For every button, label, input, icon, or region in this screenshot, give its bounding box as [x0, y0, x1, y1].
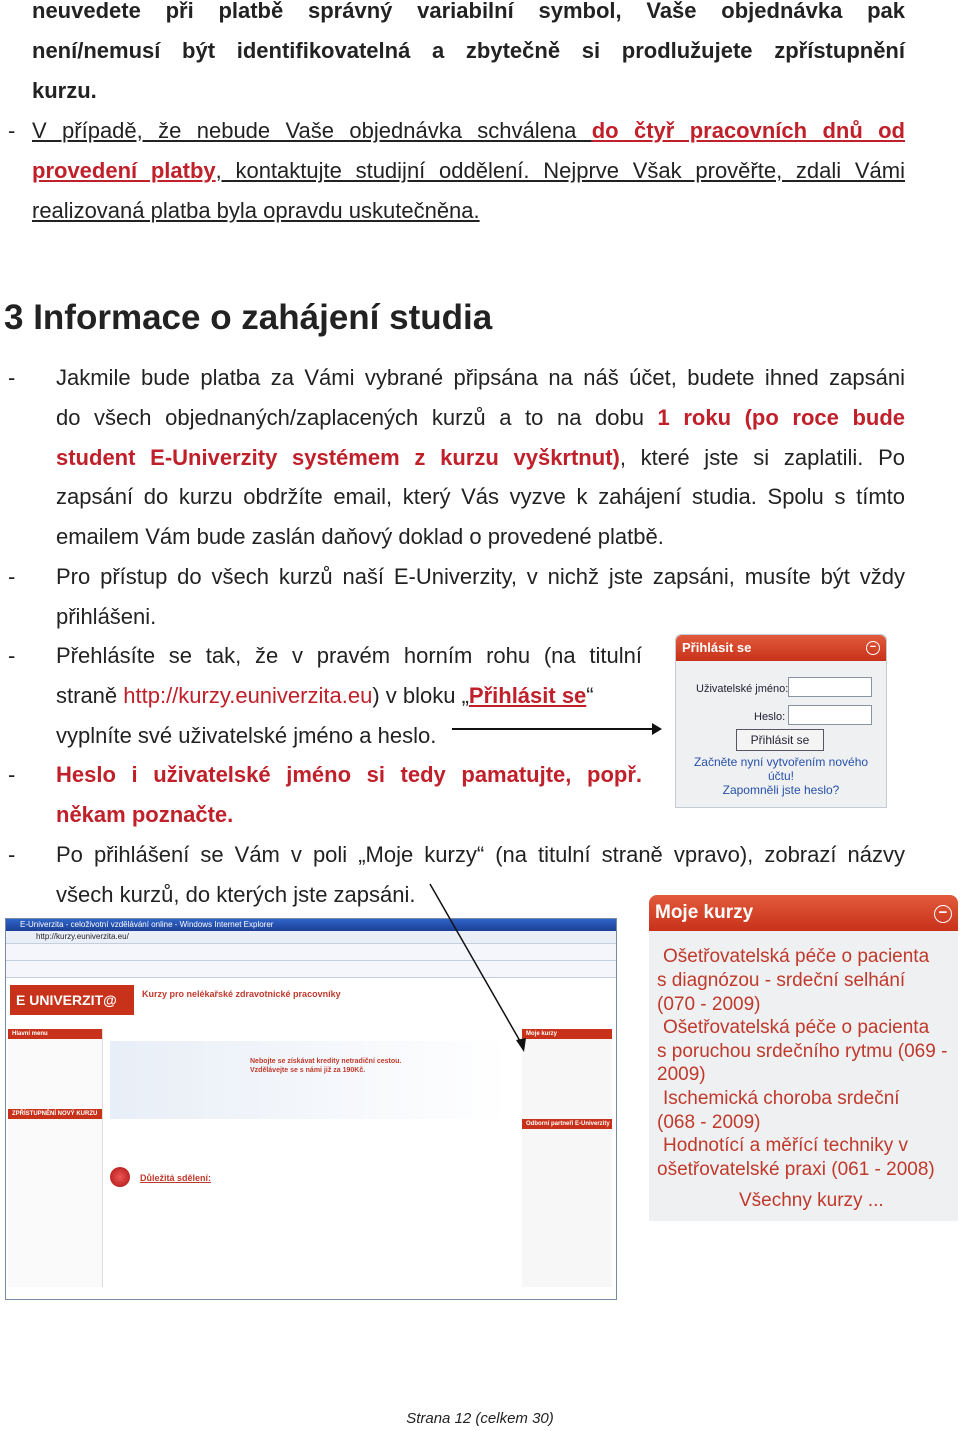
collapse-icon[interactable]: − — [934, 905, 952, 923]
course-link[interactable]: (070 - 2009) — [657, 994, 761, 1015]
site-link[interactable]: http://kurzy.euniverzita.eu — [123, 683, 373, 708]
menu-list — [8, 1039, 102, 1109]
text-line: provedení platby, kontaktujte studijní oddělení. Nejprve Však prověřte, zdali Vámi — [32, 158, 905, 183]
left-column — [8, 1029, 103, 1287]
course-link[interactable]: Ischemická choroba srdeční — [663, 1088, 900, 1109]
course-link[interactable]: Ošetřovatelská péče o pacienta — [663, 1017, 930, 1038]
main-menu-header: Hlavní menu — [8, 1029, 102, 1039]
eu-logo: E UNIVERZIT@ — [10, 985, 134, 1015]
login-block — [675, 634, 887, 808]
course-link[interactable]: (068 - 2009) — [657, 1112, 761, 1133]
text-line: Heslo i uživatelské jméno si tedy pamatujte, popř. — [56, 762, 642, 787]
bullet-dash: - — [8, 365, 16, 390]
browser-title: E-Univerzita - celoživotní vzdělávání online - Windows Internet Explorer — [6, 919, 616, 931]
bullet-dash: - — [8, 762, 16, 787]
text-line: někam poznačte. — [56, 802, 234, 827]
text-line: zapsání do kurzu obdržíte email, který Vás vyzve k zahájení studia. Spolu s tímto — [56, 484, 905, 509]
text-line: Po přihlášení se Vám v poli „Moje kurzy“ (na titulní straně vpravo), zobrazí názvy — [56, 842, 905, 867]
login-button[interactable]: Přihlásit se — [736, 729, 824, 751]
site-slogan: Kurzy pro nelékařské zdravotnické pracovníky — [142, 989, 341, 999]
password-label: Heslo: — [754, 711, 786, 723]
collapse-icon[interactable]: − — [866, 641, 880, 655]
forgot-password-link[interactable]: Zapomněli jste heslo? — [722, 783, 840, 797]
arrow-icon — [452, 728, 660, 730]
courses-header: Moje kurzy — [522, 1029, 612, 1039]
signup-link[interactable]: Začněte nyní vytvořením nového účtu! — [693, 755, 869, 783]
section-heading: 3 Informace o zahájení studia — [4, 298, 493, 337]
course-link[interactable]: s diagnózou - srdeční selhání — [657, 970, 906, 991]
login-title: Přihlásit se — [682, 640, 752, 655]
text-line: přihlášeni. — [56, 604, 157, 629]
text-line: student E-Univerzity systémem z kurzu vyškrtnut), které jste si zaplatili. Po — [56, 445, 905, 470]
text-line: Pro přístup do všech kurzů naší E-Univerzity, v nichž jste zapsáni, musíte být vždy — [56, 564, 905, 589]
course-link[interactable]: 2009) — [657, 1064, 706, 1085]
all-courses-link[interactable]: Všechny kurzy ... — [739, 1190, 884, 1211]
course-link[interactable]: Ošetřovatelská péče o pacienta — [663, 946, 930, 967]
password-input[interactable] — [788, 705, 872, 725]
hero-text: Nebojte se získávat kredity netradiční cestou. Vzdělávejte se s námi již za 190Kč. — [250, 1058, 402, 1074]
globe-icon — [110, 1167, 130, 1187]
notice-heading: Důležitá sdělení: — [140, 1173, 212, 1183]
page-footer: Strana 12 (celkem 30) — [406, 1410, 554, 1427]
text-line: neuvedete při platbě správný variabilní symbol, Vaše objednávka pak — [32, 0, 905, 23]
text-line: Jakmile bude platba za Vámi vybrané připsána na náš účet, budete ihned zapsáni — [56, 365, 905, 390]
bullet-dash: - — [8, 842, 16, 867]
text-line: V případě, že nebude Vaše objednávka schválena do čtyř pracovních dnů od — [32, 118, 905, 143]
text-line: není/nemusí být identifikovatelná a zbytečně si prodlužujete zpřístupnění — [32, 38, 905, 63]
access-header: ZPŘÍSTUPNĚNÍ NOVÝ KURZU — [8, 1109, 102, 1119]
text-line: všech kurzů, do kterých jste zapsáni. — [56, 882, 416, 907]
my-courses-block — [649, 895, 958, 1221]
text-line: Přehlásíte se tak, že v pravém horním rohu (na titulní — [56, 643, 642, 668]
my-courses-header — [649, 895, 958, 931]
course-link[interactable]: Hodnotící a měřící techniky v — [663, 1135, 908, 1156]
bullet-dash: - — [8, 564, 16, 589]
text-line: do všech objednaných/zaplacených kurzů a to na dobu 1 roku (po roce bude — [56, 405, 905, 430]
address-bar[interactable]: http://kurzy.euniverzita.eu/ — [6, 931, 616, 944]
my-courses-title: Moje kurzy — [655, 902, 754, 923]
text-line: emailem Vám bude zaslán daňový doklad o provedené platbě. — [56, 524, 664, 549]
text-line: kurzu. — [32, 78, 97, 103]
text-line: realizovaná platba byla opravdu uskutečněna. — [32, 198, 480, 223]
text-line: straně http://kurzy.euniverzita.eu) v bloku „Přihlásit se“ — [56, 683, 594, 708]
text-line: vyplníte své uživatelské jméno a heslo. — [56, 723, 437, 748]
bullet-dash: - — [8, 643, 16, 668]
partners-header: Odborní partneři E-Univerzity — [522, 1119, 612, 1129]
username-label: Uživatelské jméno: — [696, 683, 789, 695]
right-column — [522, 1029, 612, 1287]
login-header — [676, 635, 886, 661]
bullet-dash: - — [8, 118, 16, 143]
course-link[interactable]: s poruchou srdečního rytmu (069 - — [657, 1041, 948, 1062]
course-link[interactable]: ošetřovatelské praxi (061 - 2008) — [657, 1159, 935, 1180]
username-input[interactable] — [788, 677, 872, 697]
pointer-arrow-icon — [420, 880, 540, 1060]
